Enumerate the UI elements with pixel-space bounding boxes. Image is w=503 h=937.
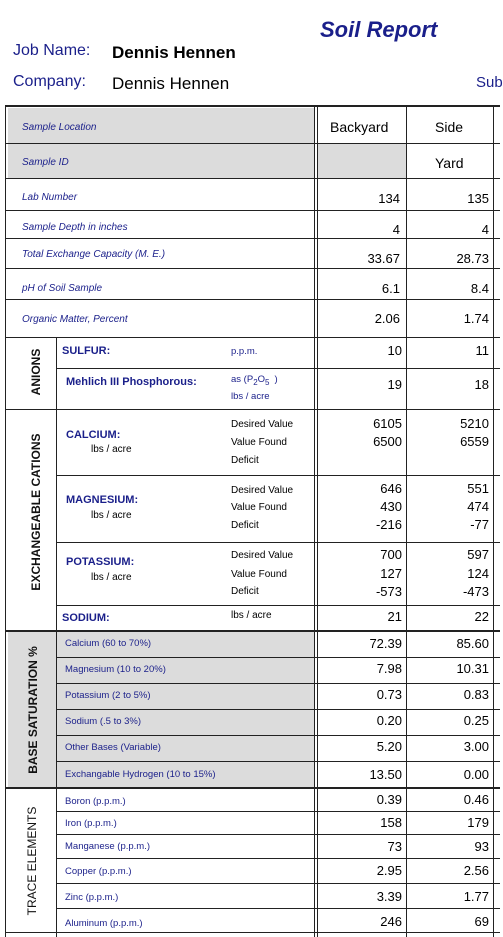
sulfur-label: SULFUR: xyxy=(62,345,111,357)
desired-label: Desired Value xyxy=(231,485,294,496)
value-cell: 0.46 xyxy=(463,792,489,807)
row-label: Iron (p.p.m.) xyxy=(65,818,117,829)
value-cell: 33.67 xyxy=(367,251,400,266)
value-cell: 5210 xyxy=(460,416,489,431)
value-cell: 10.31 xyxy=(456,661,489,676)
value-cell: -573 xyxy=(375,584,402,599)
value-cell: 124 xyxy=(467,566,489,581)
value-cell: 246 xyxy=(380,914,402,929)
row-label: Exchangable Hydrogen (10 to 15%) xyxy=(65,769,216,780)
value-cell: 551 xyxy=(467,481,489,496)
value-cell: 127 xyxy=(380,566,402,581)
value-cell: -473 xyxy=(462,584,489,599)
value-cell: 6500 xyxy=(373,434,402,449)
row-label: Sample Depth in inches xyxy=(22,222,128,233)
potassium-label: POTASSIUM: xyxy=(66,556,135,568)
row-label: Manganese (p.p.m.) xyxy=(65,841,151,852)
value-cell: 6559 xyxy=(460,434,489,449)
phosphorous-unit-o: O xyxy=(257,374,266,385)
value-cell: 4 xyxy=(481,222,489,237)
phosphorous-unit-b: lbs / acre xyxy=(231,391,270,402)
value-cell: 134 xyxy=(378,191,400,206)
value-cell: 11 xyxy=(475,343,489,358)
value-cell: 72.39 xyxy=(369,636,402,651)
job-name-label: Job Name: xyxy=(13,42,91,59)
sulfur-unit: p.p.m. xyxy=(231,346,258,357)
value-cell: 2.95 xyxy=(376,863,402,878)
magnesium-label: MAGNESIUM: xyxy=(66,494,139,506)
phosphorous-label: Mehlich III Phosphorous: xyxy=(66,376,197,388)
row-label: Zinc (p.p.m.) xyxy=(65,892,119,903)
desired-label: Desired Value xyxy=(231,550,294,561)
deficit-label: Deficit xyxy=(231,455,259,466)
row-label: Magnesium (10 to 20%) xyxy=(65,664,166,675)
value-cell: 19 xyxy=(387,377,402,392)
row-label: Potassium (2 to 5%) xyxy=(65,690,151,701)
row-label: Sodium (.5 to 3%) xyxy=(65,716,142,727)
value-cell: 430 xyxy=(380,499,402,514)
value-cell: 5.20 xyxy=(376,739,402,754)
found-label: Value Found xyxy=(231,437,287,448)
value-cell: 135 xyxy=(467,191,489,206)
value-cell: 10 xyxy=(387,343,402,358)
row-label: Sample Location xyxy=(22,122,97,133)
value-cell: 7.98 xyxy=(376,661,402,676)
value-cell: 69 xyxy=(474,914,489,929)
col2-sample-id: Yard xyxy=(435,155,464,171)
potassium-unit: lbs / acre xyxy=(91,572,132,583)
value-cell: 3.00 xyxy=(463,739,489,754)
value-cell: 13.50 xyxy=(369,767,402,782)
phosphorous-sub2: 2 xyxy=(253,377,258,387)
found-label: Value Found xyxy=(231,569,287,580)
company-value: Dennis Hennen xyxy=(112,74,230,93)
row-label: Boron (p.p.m.) xyxy=(65,796,126,807)
value-cell: 0.83 xyxy=(463,687,489,702)
found-label: Value Found xyxy=(231,502,287,513)
col2-location: Side xyxy=(435,119,464,135)
col1-location: Backyard xyxy=(330,119,389,135)
value-cell: 474 xyxy=(467,499,489,514)
row-label: Organic Matter, Percent xyxy=(22,314,128,325)
row-label: Other Bases (Variable) xyxy=(65,742,161,753)
value-cell: 597 xyxy=(467,547,489,562)
value-cell: 6.1 xyxy=(381,281,400,296)
row-label: pH of Soil Sample xyxy=(22,283,103,294)
value-cell: 18 xyxy=(474,377,489,392)
value-cell: 2.56 xyxy=(463,863,489,878)
trace-elements-section-title: TRACE ELEMENTS xyxy=(25,806,39,916)
phosphorous-unit-a: as (P xyxy=(231,374,254,385)
magnesium-unit: lbs / acre xyxy=(91,510,132,521)
value-cell: 28.73 xyxy=(456,251,489,266)
phosphorous-unit-close: ) xyxy=(274,374,278,385)
value-cell: 700 xyxy=(380,547,402,562)
value-cell: 0.39 xyxy=(376,792,402,807)
cations-section-title: EXCHANGEABLE CATIONS xyxy=(29,433,43,591)
phosphorous-unit xyxy=(231,375,278,388)
row-label: Calcium (60 to 70%) xyxy=(65,638,152,649)
calcium-unit: lbs / acre xyxy=(91,444,132,455)
value-cell: 1.74 xyxy=(463,311,489,326)
value-cell: 158 xyxy=(380,815,402,830)
value-cell: 93 xyxy=(474,839,489,854)
company-label: Company: xyxy=(13,73,86,90)
anions-section-title: ANIONS xyxy=(29,348,43,396)
value-cell: 0.20 xyxy=(376,713,402,728)
value-cell: -216 xyxy=(375,517,402,532)
value-cell: 73 xyxy=(387,839,402,854)
value-cell: 0.73 xyxy=(376,687,402,702)
value-cell: 21 xyxy=(387,609,402,624)
job-name-value: Dennis Hennen xyxy=(112,43,236,62)
row-label: Lab Number xyxy=(22,192,78,203)
value-cell: 8.4 xyxy=(470,281,489,296)
row-label: Total Exchange Capacity (M. E.) xyxy=(22,249,166,260)
base-saturation-section-title: BASE SATURATION % xyxy=(26,646,40,774)
calcium-label: CALCIUM: xyxy=(66,429,121,441)
value-cell: 3.39 xyxy=(376,889,402,904)
value-cell: 0.25 xyxy=(463,713,489,728)
value-cell: 0.00 xyxy=(463,767,489,782)
sodium-unit: lbs / acre xyxy=(231,610,272,621)
deficit-label: Deficit xyxy=(231,520,259,531)
value-cell: 4 xyxy=(392,222,400,237)
row-label: Aluminum (p.p.m.) xyxy=(65,918,143,929)
value-cell: 646 xyxy=(380,481,402,496)
report-title: Soil Report xyxy=(320,17,438,42)
value-cell: 1.77 xyxy=(463,889,489,904)
value-cell: 85.60 xyxy=(456,636,489,651)
row-label: Sample ID xyxy=(22,157,69,168)
value-cell: -77 xyxy=(470,517,489,532)
sodium-label: SODIUM: xyxy=(62,612,110,624)
phosphorous-sub5: 5 xyxy=(265,377,270,387)
sub-label: Sub xyxy=(476,74,503,91)
desired-label: Desired Value xyxy=(231,419,294,430)
deficit-label: Deficit xyxy=(231,586,259,597)
value-cell: 22 xyxy=(474,609,489,624)
value-cell: 2.06 xyxy=(374,311,400,326)
value-cell: 6105 xyxy=(373,416,402,431)
row-label: Copper (p.p.m.) xyxy=(65,866,132,877)
value-cell: 179 xyxy=(467,815,489,830)
